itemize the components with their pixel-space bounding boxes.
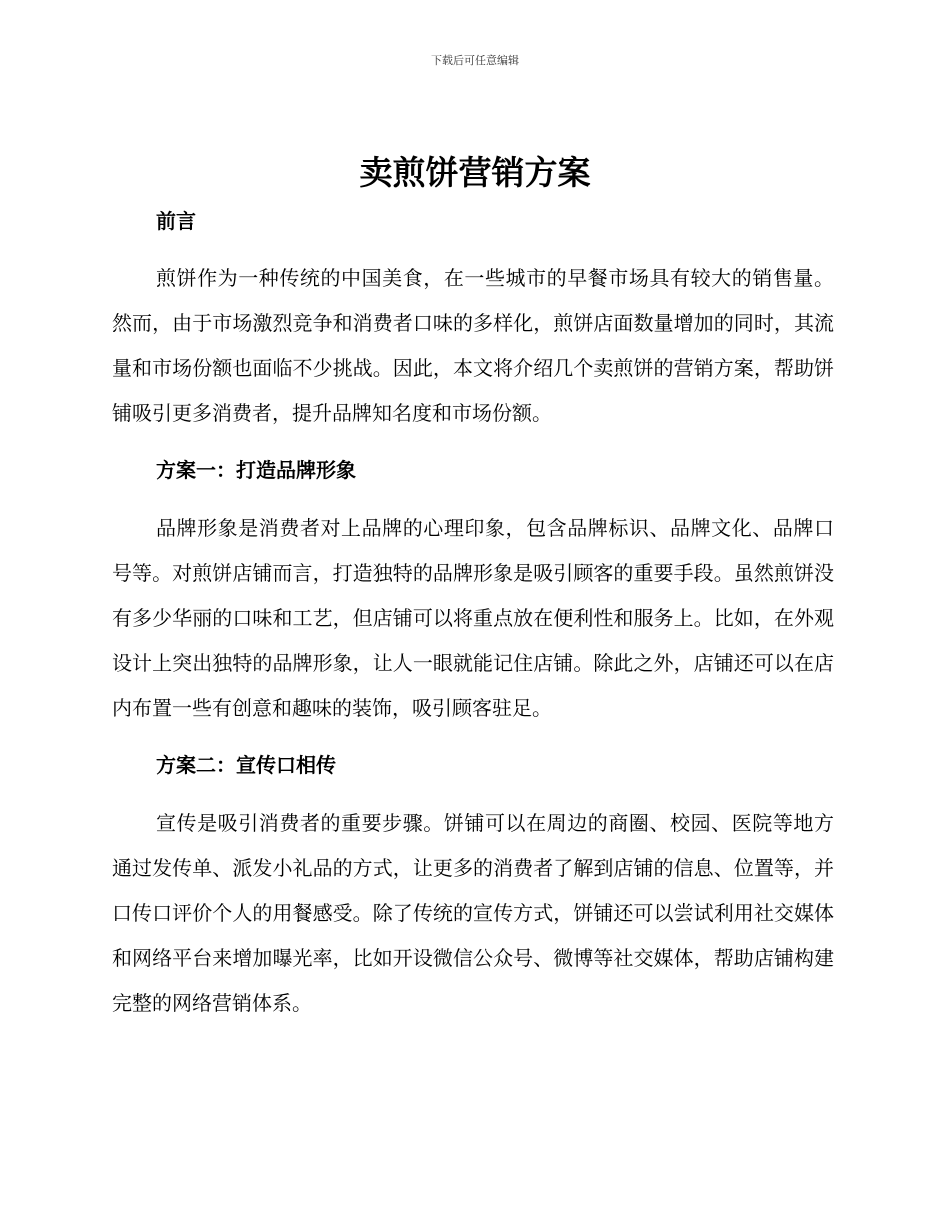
- section-paragraph-foreword: 煎饼作为一种传统的中国美食，在一些城市的早餐市场具有较大的销售量。然而，由于市场激烈竞争和消费者口味的多样化，煎饼店面数量增加的同时，其流量和市场份额也面临不少挑战。因此，本文将介绍几个卖煎饼的营销方案，帮助饼铺吸引更多消费者，提升品牌知名度和市场份额。: [112, 266, 834, 425]
- header-note: 下载后可任意编辑: [431, 54, 519, 67]
- section-heading-plan-one: 方案一：打造品牌形象: [156, 458, 356, 482]
- section-paragraph-plan-one: 品牌形象是消费者对上品牌的心理印象，包含品牌标识、品牌文化、品牌口号等。对煎饼店铺而言，打造独特的品牌形象是吸引顾客的重要手段。虽然煎饼没有多少华丽的口味和工艺，但店铺可以将重点放在便利性和服务上。比如，在外观设计上突出独特的品牌形象，让人一眼就能记住店铺。除此之外，店铺还可以在店内布置一些有创意和趣味的装饰，吸引顾客驻足。: [112, 516, 834, 720]
- section-heading-plan-two: 方案二：宣传口相传: [156, 753, 336, 777]
- document-title: 卖煎饼营销方案: [359, 153, 591, 192]
- section-heading-foreword: 前言: [156, 209, 196, 233]
- section-paragraph-plan-two: 宣传是吸引消费者的重要步骤。饼铺可以在周边的商圈、校园、医院等地方通过发传单、派发小礼品的方式，让更多的消费者了解到店铺的信息、位置等，并口传口评价个人的用餐感受。除了传统的宣传方式，饼铺还可以尝试利用社交媒体和网络平台来增加曝光率，比如开设微信公众号、微博等社交媒体，帮助店铺构建完整的网络营销体系。: [112, 811, 834, 1015]
